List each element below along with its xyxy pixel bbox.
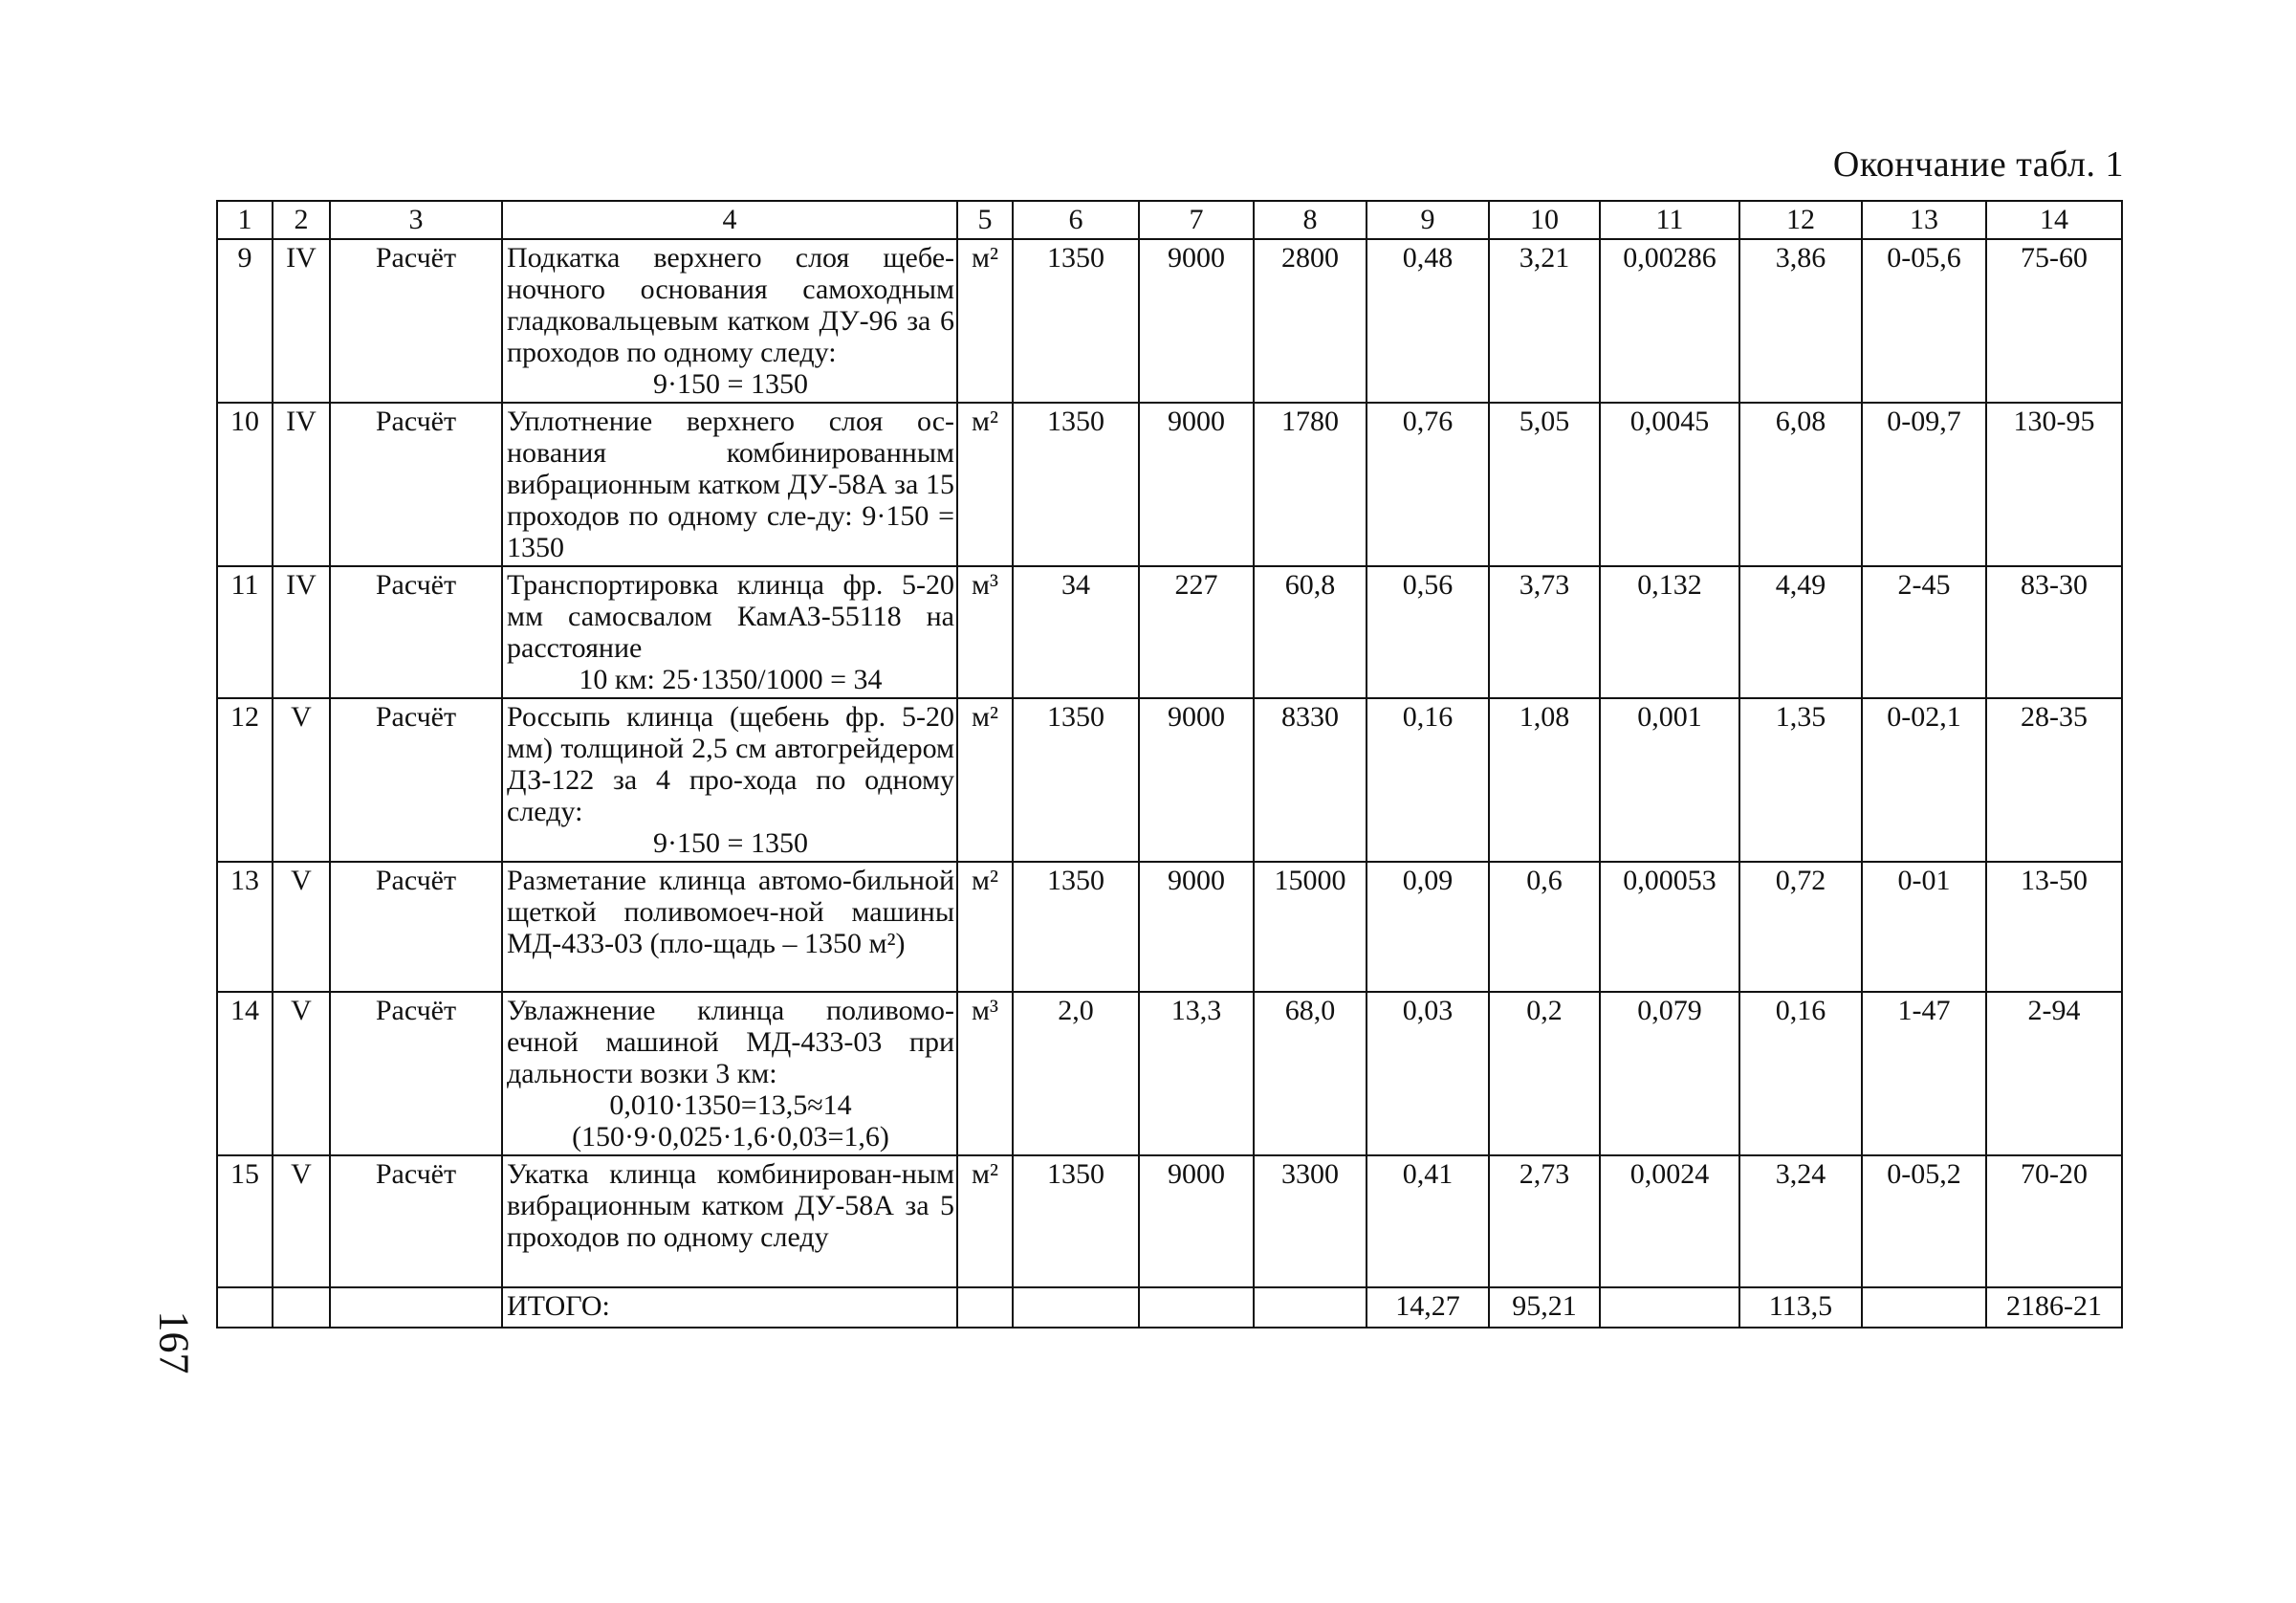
table-cell-col-cat: V bbox=[273, 992, 330, 1155]
table-cell-col-unit: м² bbox=[957, 403, 1013, 566]
table-cell-col-unit: м² bbox=[957, 1155, 1013, 1287]
table-cell-col-c6: 34 bbox=[1013, 566, 1139, 698]
work-description-cell bbox=[502, 403, 957, 566]
table-cell-col-c11: 0,0024 bbox=[1600, 1155, 1739, 1287]
table-cell-col-c13: 0-02,1 bbox=[1862, 698, 1986, 862]
table-row bbox=[217, 239, 2122, 403]
table-cell-col-c11: 0,00053 bbox=[1600, 862, 1739, 992]
work-description-cell bbox=[502, 698, 957, 862]
table-cell-col-c14: 130-95 bbox=[1986, 403, 2122, 566]
table-cell-col-c12: 3,86 bbox=[1739, 239, 1862, 403]
calculation-formula: 9·150 = 1350 bbox=[653, 827, 808, 859]
table-row bbox=[217, 1155, 2122, 1287]
table-cell-col-c8: 8330 bbox=[1254, 698, 1367, 862]
table-cell-col-c10: 1,08 bbox=[1489, 698, 1600, 862]
work-description-cell bbox=[502, 239, 957, 403]
table-cell-col-c8: 68,0 bbox=[1254, 992, 1367, 1155]
total-row bbox=[217, 1287, 2122, 1328]
table-row bbox=[217, 862, 2122, 992]
table-cell-col-c7: 9000 bbox=[1139, 239, 1254, 403]
table-cell-col-unit: м² bbox=[957, 698, 1013, 862]
table-cell-col-c10: 3,73 bbox=[1489, 566, 1600, 698]
total-cell-c14: 2186-21 bbox=[1986, 1287, 2122, 1328]
table-cell-col-c13: 0-05,2 bbox=[1862, 1155, 1986, 1287]
table-cell-col-c9: 0,56 bbox=[1367, 566, 1489, 698]
table-cell-col-c12: 0,16 bbox=[1739, 992, 1862, 1155]
calculation-formula: 0,010·1350=13,5≈14 (150·9·0,025·1,6·0,03=1,6) bbox=[572, 1089, 889, 1153]
table-cell-col-src: Расчёт bbox=[330, 992, 502, 1155]
work-description: Разметание клинца автомо-бильной щеткой поливомоеч-ной машины МД-433-03 (пло-щадь – 1350 м²) bbox=[507, 865, 954, 959]
table-cell-col-c14: 13-50 bbox=[1986, 862, 2122, 992]
table-row bbox=[217, 992, 2122, 1155]
table-cell-col-c10: 3,21 bbox=[1489, 239, 1600, 403]
table-cell-col-c7: 9000 bbox=[1139, 862, 1254, 992]
table-body bbox=[217, 201, 2122, 1328]
table-cell-col-c7: 227 bbox=[1139, 566, 1254, 698]
work-description: Уплотнение верхнего слоя ос-нования комбинированным вибрационным катком ДУ-58А за 15 проходов по одному сле-ду: 9·150 = 1350 bbox=[507, 406, 954, 563]
empty-cell bbox=[273, 1287, 330, 1328]
header-cell: 12 bbox=[1739, 201, 1862, 239]
empty-cell bbox=[957, 1287, 1013, 1328]
total-cell-c9: 14,27 bbox=[1367, 1287, 1489, 1328]
table-cell-col-n: 10 bbox=[217, 403, 273, 566]
table-cell-col-n: 12 bbox=[217, 698, 273, 862]
page-number: 167 bbox=[150, 1310, 198, 1374]
table-cell-col-c9: 0,48 bbox=[1367, 239, 1489, 403]
table-cell-col-c14: 75-60 bbox=[1986, 239, 2122, 403]
table-cell-col-c10: 0,2 bbox=[1489, 992, 1600, 1155]
table-cell-col-c13: 2-45 bbox=[1862, 566, 1986, 698]
total-label: ИТОГО: bbox=[502, 1287, 957, 1328]
header-cell: 6 bbox=[1013, 201, 1139, 239]
calculation-formula: 9·150 = 1350 bbox=[653, 368, 808, 400]
table-cell-col-src: Расчёт bbox=[330, 698, 502, 862]
table-cell-col-c6: 1350 bbox=[1013, 698, 1139, 862]
table-cell-col-c11: 0,0045 bbox=[1600, 403, 1739, 566]
table-cell-col-c10: 0,6 bbox=[1489, 862, 1600, 992]
table-cell-col-unit: м³ bbox=[957, 992, 1013, 1155]
table-cell-col-c8: 60,8 bbox=[1254, 566, 1367, 698]
table-cell-col-c12: 1,35 bbox=[1739, 698, 1862, 862]
header-cell: 2 bbox=[273, 201, 330, 239]
estimate-table bbox=[216, 200, 2123, 1329]
table-cell-col-c12: 4,49 bbox=[1739, 566, 1862, 698]
total-cell-c12: 113,5 bbox=[1739, 1287, 1862, 1328]
table-cell-col-src: Расчёт bbox=[330, 862, 502, 992]
table-cell-col-cat: V bbox=[273, 1155, 330, 1287]
table-cell-col-c6: 1350 bbox=[1013, 239, 1139, 403]
table-cell-col-c8: 3300 bbox=[1254, 1155, 1367, 1287]
table-cell-col-c9: 0,41 bbox=[1367, 1155, 1489, 1287]
table-cell-col-c13: 0-09,7 bbox=[1862, 403, 1986, 566]
table-cell-col-c14: 28-35 bbox=[1986, 698, 2122, 862]
table-cell-col-c11: 0,001 bbox=[1600, 698, 1739, 862]
table-cell-col-c9: 0,03 bbox=[1367, 992, 1489, 1155]
table-cell-col-src: Расчёт bbox=[330, 403, 502, 566]
table-row bbox=[217, 403, 2122, 566]
header-cell: 10 bbox=[1489, 201, 1600, 239]
header-cell: 14 bbox=[1986, 201, 2122, 239]
table-cell-col-cat: V bbox=[273, 862, 330, 992]
table-cell-col-c14: 2-94 bbox=[1986, 992, 2122, 1155]
table-cell-col-src: Расчёт bbox=[330, 1155, 502, 1287]
table-cell-col-unit: м³ bbox=[957, 566, 1013, 698]
header-cell: 11 bbox=[1600, 201, 1739, 239]
table-cell-col-c8: 2800 bbox=[1254, 239, 1367, 403]
table-wrap bbox=[216, 200, 2123, 1329]
table-cell-col-c9: 0,09 bbox=[1367, 862, 1489, 992]
table-cell-col-c6: 1350 bbox=[1013, 403, 1139, 566]
work-description: Россыпь клинца (щебень фр. 5-20 мм) толщиной 2,5 см автогрейдером ДЗ-122 за 4 про-хода по одному следу: bbox=[507, 701, 954, 827]
calculation-formula: 10 км: 25·1350/1000 = 34 bbox=[579, 664, 883, 695]
empty-cell bbox=[1862, 1287, 1986, 1328]
empty-cell bbox=[330, 1287, 502, 1328]
column-number-row bbox=[217, 201, 2122, 239]
table-cell-col-c6: 2,0 bbox=[1013, 992, 1139, 1155]
table-cell-col-src: Расчёт bbox=[330, 566, 502, 698]
table-cell-col-c12: 3,24 bbox=[1739, 1155, 1862, 1287]
table-cell-col-src: Расчёт bbox=[330, 239, 502, 403]
table-cell-col-n: 11 bbox=[217, 566, 273, 698]
table-cell-col-c11: 0,00286 bbox=[1600, 239, 1739, 403]
work-description: Подкатка верхнего слоя щебе-ночного основания самоходным гладковальцевым катком ДУ-96 за 6 проходов по одному следу: bbox=[507, 242, 954, 368]
work-description: Увлажнение клинца поливомо-ечной машиной МД-433-03 при дальности возки 3 км: bbox=[507, 995, 954, 1089]
work-description-cell bbox=[502, 1155, 957, 1287]
table-cell-col-c10: 5,05 bbox=[1489, 403, 1600, 566]
table-cell-col-n: 13 bbox=[217, 862, 273, 992]
empty-cell bbox=[1254, 1287, 1367, 1328]
table-cell-col-c7: 13,3 bbox=[1139, 992, 1254, 1155]
table-cell-col-c12: 0,72 bbox=[1739, 862, 1862, 992]
table-cell-col-cat: V bbox=[273, 698, 330, 862]
empty-cell bbox=[217, 1287, 273, 1328]
empty-cell bbox=[1013, 1287, 1139, 1328]
header-cell: 8 bbox=[1254, 201, 1367, 239]
header-cell: 13 bbox=[1862, 201, 1986, 239]
table-cell-col-c7: 9000 bbox=[1139, 1155, 1254, 1287]
table-cell-col-c8: 1780 bbox=[1254, 403, 1367, 566]
empty-cell bbox=[1139, 1287, 1254, 1328]
table-cell-col-c6: 1350 bbox=[1013, 1155, 1139, 1287]
table-row bbox=[217, 566, 2122, 698]
table-cell-col-c14: 83-30 bbox=[1986, 566, 2122, 698]
total-cell-c10: 95,21 bbox=[1489, 1287, 1600, 1328]
table-cell-col-n: 14 bbox=[217, 992, 273, 1155]
table-cell-col-c7: 9000 bbox=[1139, 403, 1254, 566]
work-description-cell bbox=[502, 862, 957, 992]
table-cell-col-n: 15 bbox=[217, 1155, 273, 1287]
table-row bbox=[217, 698, 2122, 862]
table-cell-col-c13: 1-47 bbox=[1862, 992, 1986, 1155]
table-cell-col-c10: 2,73 bbox=[1489, 1155, 1600, 1287]
table-cell-col-c13: 0-01 bbox=[1862, 862, 1986, 992]
header-cell: 1 bbox=[217, 201, 273, 239]
work-description-cell bbox=[502, 566, 957, 698]
table-cell-col-c14: 70-20 bbox=[1986, 1155, 2122, 1287]
table-cell-col-c12: 6,08 bbox=[1739, 403, 1862, 566]
header-cell: 9 bbox=[1367, 201, 1489, 239]
work-description-cell bbox=[502, 992, 957, 1155]
table-cell-col-c11: 0,079 bbox=[1600, 992, 1739, 1155]
table-caption: Окончание табл. 1 bbox=[1832, 144, 2124, 185]
work-description: Транспортировка клинца фр. 5-20 мм самосвалом КамАЗ-55118 на расстояние bbox=[507, 569, 954, 664]
header-cell: 5 bbox=[957, 201, 1013, 239]
header-cell: 4 bbox=[502, 201, 957, 239]
table-cell-col-unit: м² bbox=[957, 239, 1013, 403]
table-cell-col-c8: 15000 bbox=[1254, 862, 1367, 992]
table-cell-col-c11: 0,132 bbox=[1600, 566, 1739, 698]
table-cell-col-c7: 9000 bbox=[1139, 698, 1254, 862]
table-cell-col-c6: 1350 bbox=[1013, 862, 1139, 992]
table-cell-col-cat: IV bbox=[273, 239, 330, 403]
table-cell-col-c9: 0,16 bbox=[1367, 698, 1489, 862]
table-cell-col-c13: 0-05,6 bbox=[1862, 239, 1986, 403]
empty-cell bbox=[1600, 1287, 1739, 1328]
table-cell-col-c9: 0,76 bbox=[1367, 403, 1489, 566]
header-cell: 3 bbox=[330, 201, 502, 239]
header-cell: 7 bbox=[1139, 201, 1254, 239]
table-cell-col-cat: IV bbox=[273, 403, 330, 566]
work-description: Укатка клинца комбинирован-ным вибрационным катком ДУ-58А за 5 проходов по одному следу bbox=[507, 1158, 954, 1253]
table-cell-col-cat: IV bbox=[273, 566, 330, 698]
table-cell-col-unit: м² bbox=[957, 862, 1013, 992]
table-cell-col-n: 9 bbox=[217, 239, 273, 403]
